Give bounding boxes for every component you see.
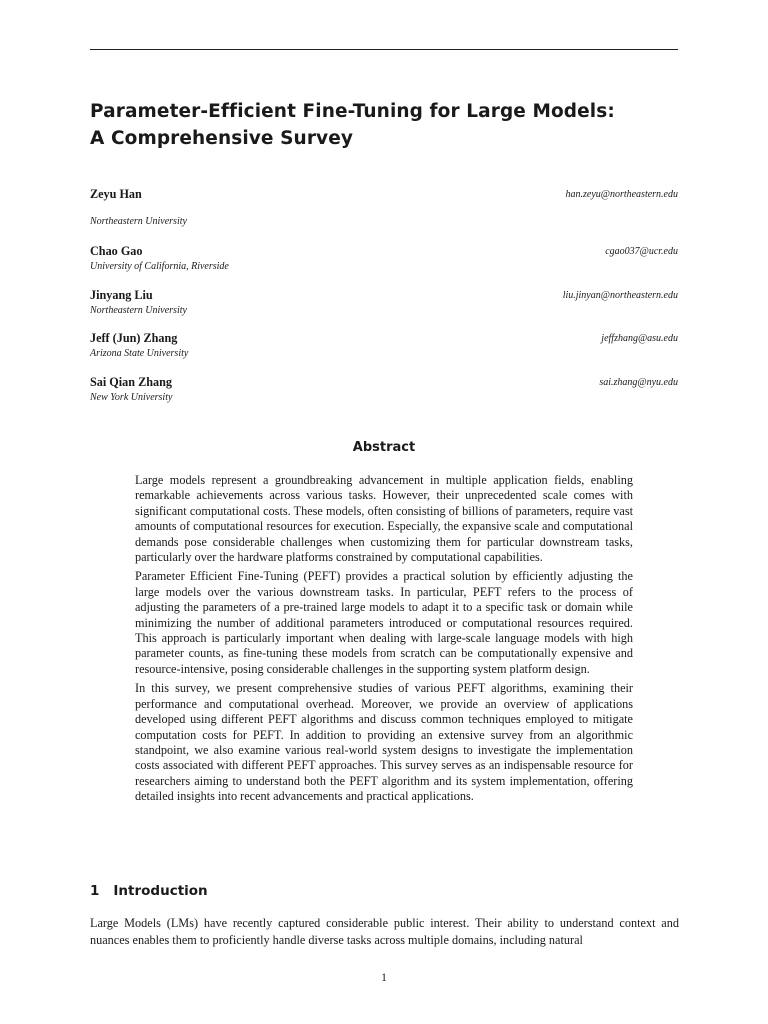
author-block-5 [90, 375, 678, 403]
author-affiliation: University of California, Riverside [90, 261, 229, 272]
author-block-4 [90, 331, 678, 359]
top-rule [90, 49, 678, 50]
author-name: Jeff (Jun) Zhang [90, 331, 178, 345]
author-email[interactable]: jeffzhang@asu.edu [601, 333, 678, 344]
author-affiliation: Arizona State University [90, 348, 189, 359]
section-heading-introduction [90, 882, 208, 900]
author-email[interactable]: han.zeyu@northeastern.edu [565, 189, 678, 200]
author-email[interactable]: cgao037@ucr.edu [605, 246, 678, 257]
author-name: Sai Qian Zhang [90, 375, 172, 389]
author-name: Chao Gao [90, 244, 143, 258]
author-block-1 [90, 187, 678, 227]
author-name: Jinyang Liu [90, 288, 153, 302]
author-affiliation: New York University [90, 392, 173, 403]
author-email[interactable]: sai.zhang@nyu.edu [599, 377, 678, 388]
title-line-1: Parameter-Efficient Fine-Tuning for Large Models: [90, 101, 615, 122]
section-number: 1 [90, 883, 100, 899]
abstract-paragraph-3: In this survey, we present comprehensive studies of various PEFT algorithms, examining their performance and computational overhead. Moreover, we provide an overview of applications developed using different PEFT algorithms and discuss common techniques employed to mitigate computation costs for PEFT. In addition to providing an extensive survey from an algorithmic standpoint, we also examine various real-world system designs to investigate the implementation costs associated with different PEFT approaches. This survey serves as an indispensable resource for researchers aiming to understand both the PEFT algorithm and its system implementation, offering detailed insights into recent advancements and practical applications. [135, 681, 633, 804]
page-number: 1 [381, 972, 387, 984]
introduction-text: Large Models (LMs) have recently captured considerable public interest. Their ability to understand context and nuances enables them to proficiently handle diverse tasks across multiple domains, including natural [90, 916, 679, 947]
author-email[interactable]: liu.jinyan@northeastern.edu [562, 290, 678, 301]
abstract-paragraph-1: Large models represent a groundbreaking advancement in multiple application fields, enabling remarkable achievements across various tasks. However, their unprecedented scale comes with significant computational costs. These models, often consisting of billions of parameters, require vast amounts of computational resources for execution. Especially, the expansive scale and computational demands pose considerable challenges when customizing them for particular downstream tasks, particularly over the hardware platforms constrained by computational capabilities. [135, 473, 633, 565]
title-line-2: A Comprehensive Survey [90, 128, 354, 149]
abstract-heading: Abstract [352, 440, 416, 455]
author-block-2 [90, 244, 678, 272]
paper-title [90, 98, 690, 152]
author-affiliation: Northeastern University [90, 216, 187, 227]
author-block-3 [90, 288, 678, 316]
author-name: Zeyu Han [90, 187, 142, 201]
abstract-paragraph-2: Parameter Efficient Fine-Tuning (PEFT) provides a practical solution by efficiently adjusting the large models over the various downstream tasks. In particular, PEFT refers to the process of adjusting the parameters of a pre-trained large models to adapt it to a specific task or domain while minimizing the number of additional parameters introduced or computational resources required. This approach is particularly important when dealing with large-scale language models with high parameter counts, as fine-tuning these models from scratch can be computationally expensive and resource-intensive, posing considerable challenges in the supporting system platform design. [135, 569, 633, 676]
abstract-body [135, 473, 633, 809]
section-title: Introduction [113, 883, 208, 899]
author-affiliation: Northeastern University [90, 305, 187, 316]
